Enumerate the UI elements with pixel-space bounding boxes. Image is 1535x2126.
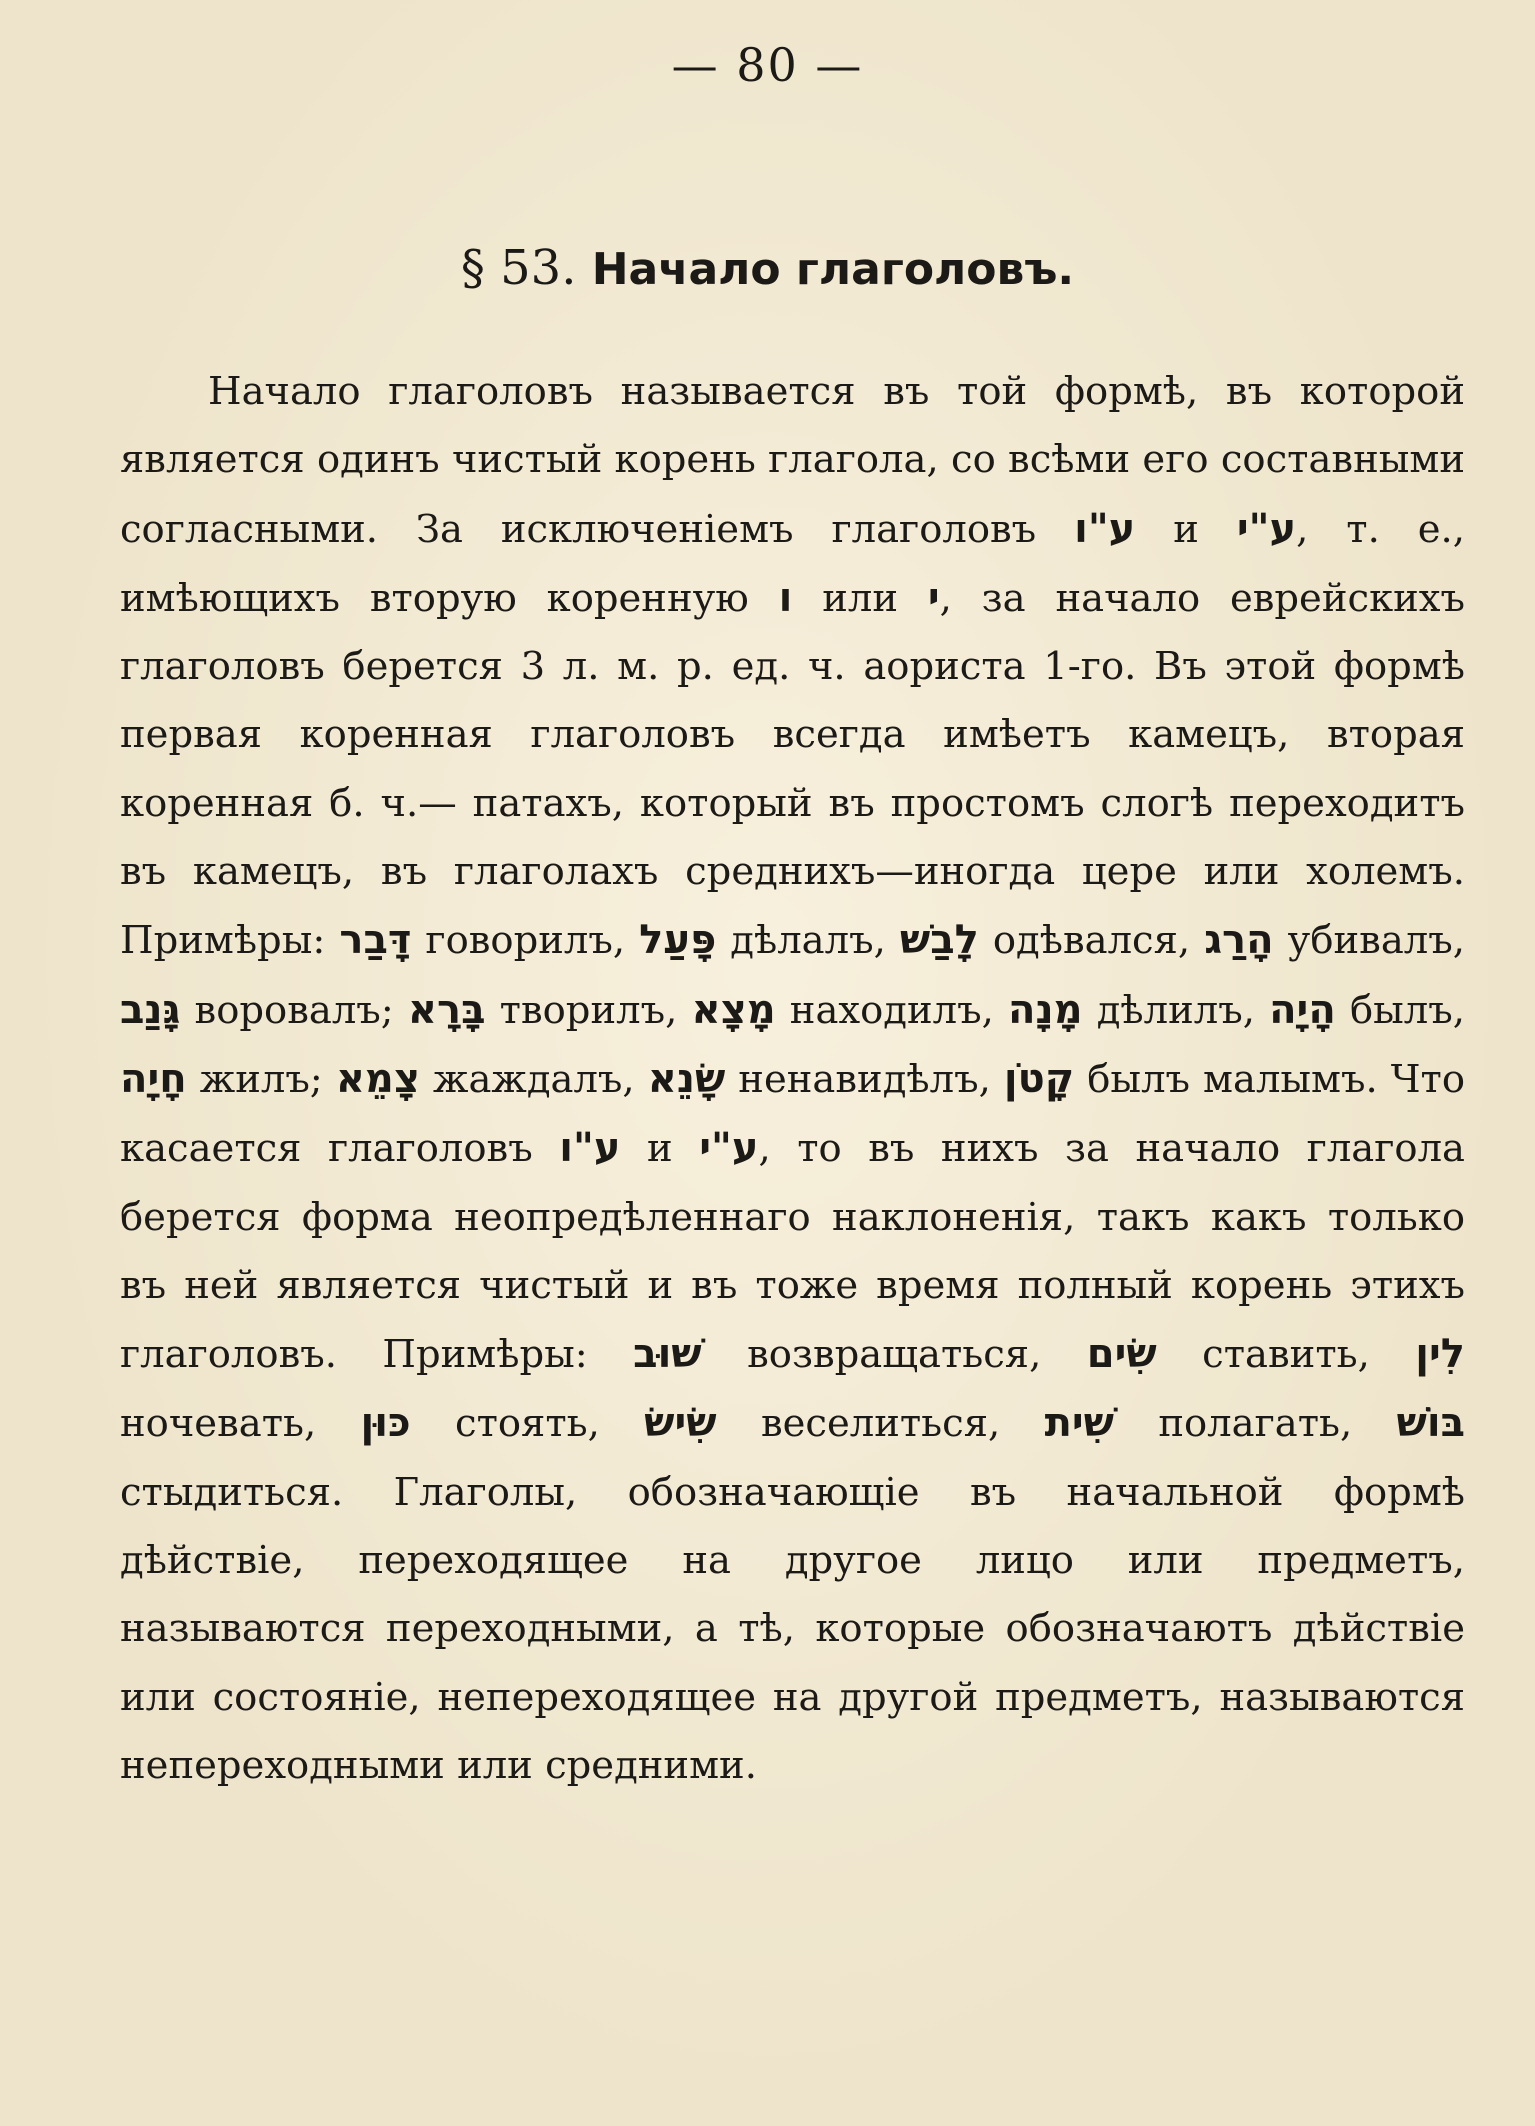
text-run: былъ,: [1335, 987, 1465, 1033]
hebrew-word: ע"ו: [559, 1125, 621, 1172]
hebrew-word: מָצָא: [691, 986, 776, 1033]
text-run: веселиться,: [716, 1401, 1045, 1447]
hebrew-word: בָּרָא: [407, 986, 486, 1033]
text-run: убивалъ,: [1273, 918, 1465, 964]
page-number: — 80 —: [671, 38, 864, 92]
hebrew-word: לִין: [1415, 1331, 1465, 1378]
hebrew-word: לָבַשׁ: [899, 917, 979, 964]
hebrew-word: מָנָה: [1008, 986, 1083, 1033]
hebrew-word: ע"ו: [1074, 505, 1136, 552]
text-run: ставить,: [1156, 1332, 1416, 1378]
hebrew-word: הָיָה: [1269, 986, 1336, 1033]
text-run: ненавидѣлъ,: [725, 1056, 1004, 1102]
hebrew-word: שִׂים: [1086, 1331, 1157, 1378]
text-run: говорилъ,: [411, 918, 640, 964]
text-run: Начало глаголовъ называется въ той формѣ, въ которой является одинъ чистый корень глагола, со всѣми его составными согласными. За исключеніемъ глаголовъ: [120, 369, 1465, 552]
text-run: и: [1135, 506, 1237, 552]
hebrew-word: ע"י: [699, 1125, 759, 1172]
hebrew-word: גָּנַב: [120, 986, 181, 1033]
text-run: одѣвался,: [978, 918, 1205, 964]
hebrew-word: צָמֵא: [335, 1055, 420, 1102]
text-run: воровалъ;: [180, 987, 408, 1033]
text-run: дѣлилъ,: [1082, 987, 1270, 1033]
hebrew-word: שׁוּב: [633, 1331, 702, 1378]
hebrew-word: שִׁית: [1044, 1400, 1114, 1447]
paragraph: [120, 358, 1465, 1800]
section-number: § 53.: [460, 240, 577, 296]
hebrew-word: שִׂישׂ: [644, 1400, 717, 1447]
text-run: стоять,: [410, 1401, 645, 1447]
text-run: , то въ нихъ за начало глагола берется форма неопредѣленнаго наклоненія, такъ какъ только въ ней является чистый и въ тоже время полный корень этихъ глаголовъ. Примѣры:: [120, 1126, 1465, 1378]
hebrew-word: קָטֹן: [1003, 1055, 1075, 1102]
hebrew-word: כּוּן: [360, 1400, 411, 1447]
text-run: или: [792, 575, 928, 621]
hebrew-word: דָּבַר: [339, 917, 412, 964]
text-run: полагать,: [1114, 1401, 1397, 1447]
text-run: дѣлалъ,: [716, 918, 900, 964]
text-run: творилъ,: [485, 987, 692, 1033]
section-title: Начало глаголовъ.: [591, 244, 1075, 295]
text-run: находилъ,: [775, 987, 1008, 1033]
text-run: возвращаться,: [701, 1332, 1087, 1378]
hebrew-word: הָרַג: [1204, 917, 1274, 964]
section-heading: [0, 240, 1535, 296]
text-run: жаждалъ,: [420, 1056, 648, 1102]
text-run: стыдиться. Глаголы, обозначающіе въ начальной формѣ дѣйствіе, переходящее на другое лицо или предметъ, называются переходными, а тѣ, которые обозначаютъ дѣйствіе или состояніе, непереходящее на другой предметъ, называются непереходными или средними.: [120, 1469, 1465, 1788]
text-run: былъ малымъ. Что касается глаголовъ: [120, 1056, 1465, 1172]
hebrew-word: ע"י: [1236, 505, 1297, 552]
hebrew-letter: י: [927, 574, 940, 621]
hebrew-letter: ו: [778, 574, 793, 621]
hebrew-word: פָּעַל: [639, 917, 717, 964]
hebrew-word: שָׂנֵא: [647, 1055, 726, 1102]
text-run: жилъ;: [186, 1056, 336, 1102]
hebrew-word: חָיָה: [120, 1055, 187, 1102]
body-text: [120, 358, 1465, 1800]
text-run: , т. е., имѣющихъ вторую коренную: [120, 506, 1465, 621]
hebrew-word: בּוֹשׁ: [1396, 1400, 1466, 1447]
text-run: ночевать,: [120, 1401, 361, 1447]
text-run: и: [620, 1126, 700, 1172]
text-run: , за начало еврейскихъ глаголовъ берется 3 л. м. р. ед. ч. аориста 1-го. Въ этой формѣ первая коренная глаголовъ всегда имѣетъ камецъ, вторая коренная б. ч.— патахъ, который въ простомъ слогѣ переходитъ въ камецъ, въ глаголахъ среднихъ—иногда цере или холемъ. Примѣры:: [120, 575, 1465, 964]
